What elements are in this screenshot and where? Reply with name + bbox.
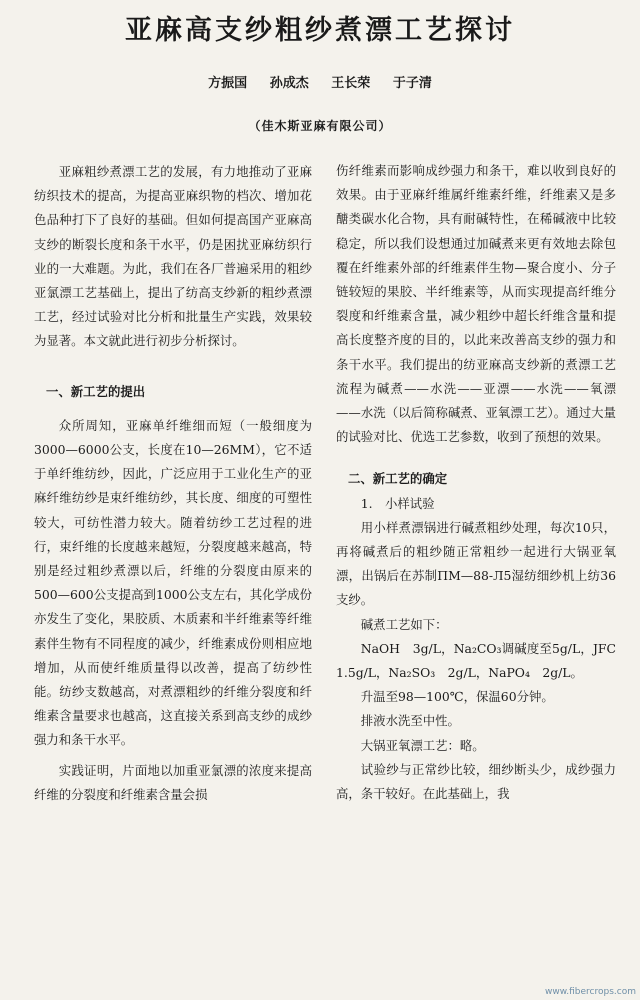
author-name: 于子清 bbox=[392, 76, 432, 91]
article-title: 亚麻高支纱粗纱煮漂工艺探讨 bbox=[125, 15, 515, 46]
author-list bbox=[0, 72, 640, 91]
section-heading-2: 二、新工艺的确定 bbox=[348, 471, 448, 487]
left-column bbox=[34, 160, 312, 807]
body-paragraph: 大锅亚氧漂工艺：略。 bbox=[360, 737, 485, 753]
intro-paragraph: 亚麻粗纱煮漂工艺的发展，有力地推动了亚麻纺织技术的提高，为提高亚麻织物的档次、增加花色品种打下了良好的基础。但如何提高国产亚麻高支纱的断裂长度和条干水平，仍是困扰亚麻纺织行业的一大难题。为此，我们在各厂普遍采用的粗纱亚氯漂工艺基础上，提出了纺高支纱新的粗纱煮漂工艺，经过试验对比分析和批量生产实践，效果较为显著。本文就此进行初步分析探讨。 bbox=[34, 164, 312, 349]
body-paragraph: 排液水洗至中性。 bbox=[360, 713, 460, 729]
body-paragraph: 伤纤维素而影响成纱强力和条干，难以收到良好的效果。由于亚麻纤维属纤维素纤维，纤维素又是多醣类碳水化合物，具有耐碱特性，在稀碱液中比较稳定，所以我们设想通过加碱煮来更有效地去除包覆在纤维素外部的纤维素伴生物—聚合度小、分子链较短的果胶、半纤维素等，从而实现提高纤维分裂度和纤维素含量，减少粗纱中超长纤维含量和提高长度整齐度的目的，以此来改善高支纱的强力和条干水平。我们提出的纺亚麻高支纱新的煮漂工艺流程为碱煮——水洗——亚漂——水洗——氧漂——水洗（以后简称碱煮、亚氧漂工艺）。通过大量的试验对比、优选工艺参数，收到了预想的效果。 bbox=[336, 163, 616, 445]
subsection-heading: 1. 小样试验 bbox=[360, 495, 435, 511]
affiliation: （佳木斯亚麻有限公司） bbox=[248, 119, 392, 133]
author-name: 王长荣 bbox=[331, 76, 371, 91]
body-paragraph: 碱煮工艺如下： bbox=[360, 616, 448, 632]
body-paragraph: 实践证明，片面地以加重亚氯漂的浓度来提高纤维的分裂度和纤维素含量会损 bbox=[34, 762, 312, 802]
body-paragraph: 众所周知，亚麻单纤维细而短（一般细度为3000—6000公支，长度在10—26MM），它不适于单纤维纺纱，因此，广泛应用于工业化生产的亚麻纤维纺纱是束纤维纺纱，其长度、细度的可塑性较大，可纺性潜力较大。随着纺纱工艺过程的进行，束纤维的长度越来越短，分裂度越来越高，特别是经过粗纱煮漂以后，纤维的分裂度由原来的500—600公支提高到1000公支左右，其化学成份亦发生了变化，果胶质、木质素和半纤维素等纤维素伴生物有不同程度的减少，纤维素成份则相应地增加，从而使纤维质量得以改善，提高了纺纱性能。纺纱支数越高，对煮漂粗纱的纤维分裂度和纤维素含量要求也越高，这直接关系到高支纱的成纱强力和条干水平。 bbox=[34, 417, 312, 748]
body-paragraph: 升温至98—100℃，保温60分钟。 bbox=[360, 689, 554, 705]
section-heading-1: 一、新工艺的提出 bbox=[46, 383, 146, 399]
body-paragraph: 用小样煮漂锅进行碱煮粗纱处理，每次10只，再将碱煮后的粗纱随正常粗纱一起进行大锅亚氧漂，出锅后在苏制ПМ—88-Л5湿纺细纱机上纺36支纱。 bbox=[336, 519, 616, 608]
body-paragraph: 试验纱与正常纱比较，细纱断头少，成纱强力高，条干较好。在此基础上，我 bbox=[336, 761, 616, 802]
author-name: 方振国 bbox=[208, 76, 248, 91]
chemical-formula-line: NaOH 3g/L，Na₂CO₃调碱度至5g/L，JFC 1.5g/L，Na₂SO₃ 2g/L，NaPO₄ 2g/L。 bbox=[336, 640, 629, 681]
watermark: www.fibercrops.com bbox=[545, 987, 636, 997]
author-name: 孙成杰 bbox=[269, 76, 309, 91]
right-column bbox=[336, 159, 629, 806]
